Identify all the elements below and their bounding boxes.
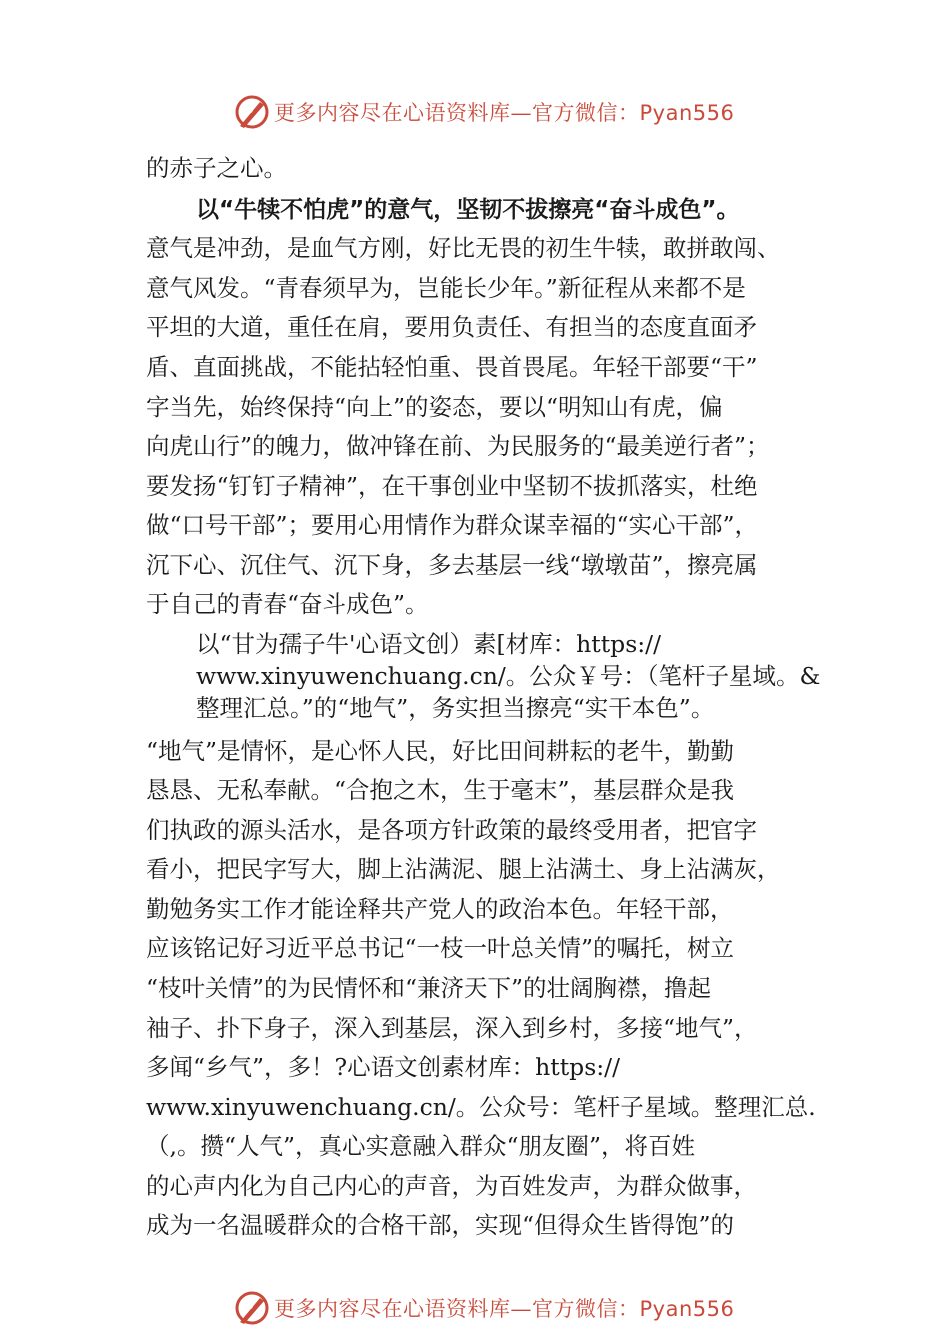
text-line: 的心声内化为自己内心的声音，为百姓发声，为群众做事， (146, 1172, 757, 1200)
text-line: 勤勉务实工作才能诠释共产党人的政治本色。年轻干部， (146, 895, 734, 923)
section-heading: 以“牛犊不怕虎”的意气，坚韧不拔擦亮“奋斗成色”。 (196, 197, 740, 223)
header-wechat-id: Pyan556 (639, 101, 735, 125)
header-banner (232, 92, 734, 132)
pen-logo-icon (232, 1288, 272, 1328)
text-line: 盾、直面挑战，不能拈轻怕重、畏首畏尾。年轻干部要“干” (146, 353, 758, 381)
text-line: www.xinyuwenchuang.cn/。公众号：笔杆子星域。整理汇总. (146, 1093, 816, 1121)
text-line: 成为一名温暖群众的合格干部，实现“但得众生皆得饱”的 (146, 1211, 735, 1239)
footer-banner (232, 1288, 734, 1328)
header-banner-label: 更多内容尽在心语资料库—官方微信： (274, 101, 640, 125)
text-line: 做“口号干部”；要用心用情作为群众谋幸福的“实心干部”， (146, 511, 759, 539)
text-line: 恳恳、无私奉献。“合抱之木，生于毫末”，基层群众是我 (146, 776, 735, 804)
text-line: “枝叶关情”的为民情怀和“兼济天下”的壮阔胸襟，撸起 (146, 974, 712, 1002)
header-banner-text (274, 97, 734, 127)
text-line: 的赤子之心。 (146, 154, 287, 182)
footer-wechat-id: Pyan556 (639, 1297, 735, 1321)
text-line: 意气是冲劲，是血气方刚，好比无畏的初生牛犊，敢拼敢闯、 (146, 234, 781, 262)
text-line: “地气”是情怀，是心怀人民，好比田间耕耘的老牛，勤勤 (146, 737, 735, 765)
text-line: 要发扬“钉钉子精神”，在干事创业中坚韧不拔抓落实，杜绝 (146, 472, 758, 500)
text-line: 以“甘为孺子牛'心语文创）素[材库：https:// (196, 630, 662, 658)
text-line: （,。攒“人气”，真心实意融入群众“朋友圈”，将百姓 (146, 1132, 696, 1160)
text-line: 们执政的源头活水，是各项方针政策的最终受用者，把官字 (146, 816, 757, 844)
text-line: 多闻“乡气”，多！?心语文创素材库：https:// (146, 1053, 621, 1081)
text-line: 沉下心、沉住气、沉下身，多去基层一线“墩墩苗”，擦亮属 (146, 551, 758, 579)
section-heading: 整理汇总。”的“地气”，务实担当擦亮“实干本色”。 (196, 694, 715, 722)
pen-logo-icon (232, 92, 272, 132)
footer-banner-text (274, 1293, 734, 1323)
text-line: 看小，把民字写大，脚上沾满泥、腿上沾满土、身上沾满灰， (146, 855, 781, 883)
text-line: 意气风发。“青春须早为，岂能长少年。”新征程从来都不是 (146, 274, 746, 302)
text-line: 字当先，始终保持“向上”的姿态，要以“明知山有虎，偏 (146, 393, 723, 421)
text-line: 向虎山行”的魄力，做冲锋在前、为民服务的“最美逆行者”； (146, 432, 770, 460)
text-line: 于自己的青春“奋斗成色”。 (146, 590, 429, 618)
text-line: 平坦的大道，重任在肩，要用负责任、有担当的态度直面矛 (146, 313, 757, 341)
footer-banner-label: 更多内容尽在心语资料库—官方微信： (274, 1297, 640, 1321)
text-line: 应该铭记好习近平总书记“一枝一叶总关情”的嘱托，树立 (146, 934, 735, 962)
text-line: www.xinyuwenchuang.cn/。公众￥号：（笔杆子星域。& (196, 662, 821, 690)
text-line: 袖子、扑下身子，深入到基层，深入到乡村，多接“地气”， (146, 1014, 758, 1042)
